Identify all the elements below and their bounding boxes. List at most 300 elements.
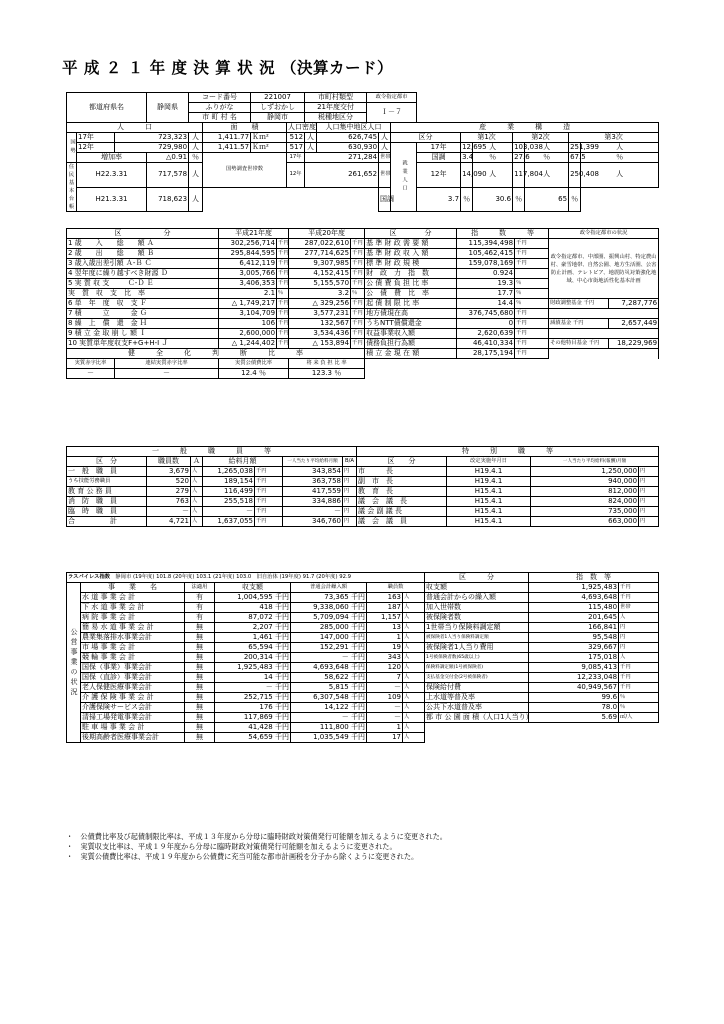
pub-r-label: 被保険者1人当り保険料調定額 — [426, 635, 489, 640]
fin-right-value: 0.924 — [493, 269, 514, 277]
pub-law: 有 — [196, 603, 203, 611]
unit: 円 — [344, 508, 350, 514]
unit-cell — [191, 507, 203, 517]
pub-name-cell — [81, 713, 185, 723]
unit: 千円 — [275, 713, 289, 721]
k-val: 123.3 — [311, 369, 332, 377]
fin-21-cell — [219, 319, 277, 329]
fin-right-label: うちNTT債償還金 — [366, 319, 422, 327]
pub-rev-cell — [215, 653, 291, 663]
unit: 千円 — [278, 280, 289, 286]
fin-20-cell — [289, 269, 351, 279]
unit-cell — [277, 329, 289, 339]
industry-header: 産 業 構 造 — [391, 123, 659, 133]
unit-cell — [351, 319, 365, 329]
unit: 円 — [620, 624, 626, 630]
unit: 千円 — [351, 733, 365, 741]
unit: 円 — [640, 468, 646, 474]
sp-label-cell — [357, 517, 447, 527]
staff-s-cell — [203, 507, 255, 517]
group-header: 政令指定都市の状況 — [549, 229, 659, 239]
unit: 円 — [640, 518, 646, 524]
staff-p: 346,760 — [312, 517, 341, 525]
pub-tr: 5,815 — [328, 683, 349, 691]
pub-r-label-cell — [425, 693, 529, 703]
fin-20: △ 153,894 — [312, 339, 350, 347]
fin-21: 3,406,353 — [239, 279, 276, 287]
pub-tr-cell — [291, 613, 367, 623]
fin-21: 302,256,714 — [230, 239, 276, 247]
unit-cell — [515, 249, 549, 259]
unit-cell — [343, 517, 357, 527]
staff-n-cell — [147, 477, 191, 487]
staff-p-cell — [283, 467, 343, 477]
fund-value-cell — [609, 319, 659, 329]
pub-r-label: 収支額 — [426, 583, 448, 591]
unit: 人 — [305, 143, 317, 153]
fund-value: 18,229,969 — [616, 339, 658, 347]
fin-right-value-cell — [457, 329, 515, 339]
fin-right-value: 28,175,194 — [472, 349, 514, 357]
ind-v3: 67.5 — [570, 153, 586, 161]
unit: 千円 — [275, 623, 289, 631]
pub-st-cell — [367, 663, 403, 673]
special-header: 特 別 職 等 — [357, 447, 659, 457]
fund-label-cell — [549, 339, 609, 349]
pub-rev: 117,869 — [243, 713, 273, 721]
pub-r-label: 上水道等普及率 — [426, 693, 476, 701]
unit: 人 — [404, 674, 410, 680]
fin-21-cell — [219, 289, 277, 299]
fund-value: 7,287,776 — [621, 299, 658, 307]
pub-tr-cell — [291, 673, 367, 683]
staff-label: 一 般 職 員 — [68, 467, 117, 475]
pub-law: 有 — [196, 613, 203, 621]
fin-right-label: 収益事業収入額 — [366, 329, 416, 337]
empty — [365, 359, 659, 369]
pub-st-cell — [367, 593, 403, 603]
unit-cell — [277, 339, 289, 349]
fund-label: その他特目基金 — [550, 340, 588, 346]
unit-cell — [277, 279, 289, 289]
unit: 千円 — [516, 240, 527, 246]
unit-cell — [255, 477, 283, 487]
pub-law: 無 — [196, 623, 203, 631]
fin-label: 7 積 立 金 Ｇ — [68, 309, 147, 317]
fin-right-value: 17.7 — [497, 289, 514, 297]
pub-r-label: 普通会計からの繰入額 — [426, 593, 497, 601]
ind-v3: 250,408 — [569, 163, 581, 188]
pop-year: 17年 — [77, 133, 115, 143]
fin-label: 6 単 年 度 収 支 Ｆ — [68, 299, 147, 307]
jumin-date: H22.3.31 — [77, 163, 147, 188]
pub-r-value: 166,841 — [588, 623, 618, 631]
unit-cell — [191, 497, 203, 507]
fin-right-value: 14.4 — [497, 299, 514, 307]
las-label: ラスパイレス指数 — [68, 574, 111, 580]
pub-rev: 87,072 — [248, 613, 273, 621]
unit: ％ — [516, 280, 522, 286]
header-table — [66, 92, 659, 212]
staff-p: 363,758 — [312, 477, 341, 485]
unit: 人 — [473, 163, 513, 188]
unit: ％ — [620, 704, 626, 710]
unit: 千円 — [256, 478, 267, 484]
unit: Ｋｍ² — [251, 133, 287, 143]
fin-20-cell — [289, 289, 351, 299]
unit-cell — [351, 289, 365, 299]
zei-label: 税種地区分 — [305, 113, 367, 123]
pop-value: 723,323 — [115, 133, 189, 143]
unit: 千円 — [352, 330, 363, 336]
pub-rev-cell — [215, 633, 291, 643]
unit-cell — [403, 633, 425, 643]
fin-20: 3,534,436 — [313, 329, 350, 337]
pub-tr: 4,693,648 — [313, 663, 349, 671]
fin-20: 9,307,985 — [313, 259, 350, 267]
pub-r-label-cell — [425, 593, 529, 603]
staff-n-cell — [147, 507, 191, 517]
staff-s-cell — [203, 477, 255, 487]
fin-row-label — [67, 289, 219, 299]
pub-st: － — [394, 683, 401, 691]
ind-h3: 第3次 — [569, 133, 659, 143]
fin-21: 6,412,119 — [239, 259, 276, 267]
fin-21: 3,005,766 — [239, 269, 276, 277]
unit-cell — [351, 279, 365, 289]
pub-name: 後期高齢者医療事業会計 — [82, 733, 159, 741]
empty — [549, 329, 659, 339]
pub-tr: 285,000 — [319, 623, 349, 631]
pub-st: 343 — [387, 653, 401, 661]
unit: 千円 — [275, 683, 289, 691]
unit: 千円 — [275, 703, 289, 711]
fin-right-value: 115,394,498 — [468, 239, 514, 247]
furigana-value: しずおかし — [251, 103, 305, 113]
pub-r-value-cell — [529, 653, 619, 663]
fin-right-label: 標 準 財 政 規 模 — [366, 259, 420, 267]
pub-name: 競 輪 事 業 会 計 — [82, 653, 136, 661]
unit: 円 — [344, 488, 350, 494]
fund-value-cell — [609, 299, 659, 309]
unit: 人 — [404, 734, 410, 740]
pub-r-value: 78.0 — [601, 703, 618, 711]
unit-cell — [277, 259, 289, 269]
pub-tr: 152,291 — [319, 643, 349, 651]
pop-year: 12年 — [77, 143, 115, 153]
sp-label-cell — [357, 467, 447, 477]
page-title: 平 成 ２ １ 年 度 決 算 状 況 （決算カード） — [62, 59, 393, 77]
pub-rev: 2,207 — [252, 623, 273, 631]
pub-tr-cell — [291, 603, 367, 613]
pub-r-value: 1,925,483 — [581, 583, 618, 591]
unit-cell — [351, 329, 365, 339]
pub-rev-cell — [215, 733, 291, 743]
unit-cell — [639, 487, 659, 497]
pub-r-value: 4,693,648 — [581, 593, 618, 601]
h: 事 業 名 — [108, 583, 157, 591]
did-value: 630,930 — [317, 143, 379, 153]
unit: ％ — [620, 694, 626, 700]
pub-right-header2: 指 数 等 — [529, 573, 659, 583]
unit-cell — [403, 623, 425, 633]
unit: ％ — [569, 187, 581, 212]
density-header: 人口密度 — [288, 123, 317, 131]
pub-rev: 41,428 — [248, 723, 273, 731]
pub-h — [81, 583, 185, 593]
unit-cell — [351, 299, 365, 309]
pub-st: 19 — [392, 643, 401, 651]
fin-right-label-cell — [365, 239, 457, 249]
fin-21-cell — [219, 299, 277, 309]
fin-21-cell — [219, 329, 277, 339]
fin-20-cell — [289, 329, 351, 339]
pub-law-cell — [185, 713, 215, 723]
note: ・ 実質公債費比率は、平成１９年度から公債費に充当可能な都市計画税を分子から除くように変更された。 — [66, 852, 419, 861]
ind-year: 国調 — [417, 153, 461, 163]
sp-date: H15.4.1 — [474, 497, 503, 505]
pub-st: 187 — [387, 603, 401, 611]
unit: ％ — [473, 153, 513, 163]
unit-cell — [343, 497, 357, 507]
pub-r-label: 加入世帯数 — [426, 603, 462, 611]
sp-date: H19.4.1 — [474, 477, 503, 485]
pub-tr: 1,035,549 — [313, 733, 349, 741]
unit: 人 — [404, 634, 410, 640]
ind-h1: 第1次 — [461, 133, 513, 143]
pub-name-cell — [81, 603, 185, 613]
sp-date: H15.4.1 — [474, 517, 503, 525]
unit: 人 — [581, 143, 659, 153]
pub-name: 簡 易 水 道 事 業 会 計 — [82, 623, 154, 631]
pub-h — [185, 583, 215, 593]
staff-n-cell — [147, 487, 191, 497]
fin-row-label — [67, 319, 219, 329]
fin-right-label-cell — [365, 319, 457, 329]
unit: 千円 — [516, 330, 527, 336]
pub-st: 120 — [387, 663, 401, 671]
unit: 千円 — [352, 310, 363, 316]
sp-value: 1,250,000 — [601, 467, 638, 475]
fin-21-cell — [219, 279, 277, 289]
staff-ba: B/A — [343, 457, 357, 467]
unit-cell — [403, 733, 425, 743]
unit-cell — [351, 339, 365, 349]
pub-r-value: 5.69 — [601, 713, 618, 721]
pub-r-value-cell — [529, 703, 619, 713]
unit: 千円 — [256, 468, 267, 474]
rate-label: 増加率 — [77, 153, 147, 163]
unit: 人 — [192, 488, 198, 494]
pub-rev-cell — [215, 683, 291, 693]
sp-value-cell — [531, 517, 639, 527]
k-val: － — [87, 369, 94, 377]
pub-law-cell — [185, 593, 215, 603]
pub-side: 公営事業の状況 — [70, 627, 78, 698]
k-cell — [219, 359, 289, 369]
fin-right-value-cell — [457, 239, 515, 249]
pub-rev: 418 — [259, 603, 273, 611]
name-label: 市 町 村 名 — [189, 113, 251, 123]
staff-p: 334,886 — [312, 497, 341, 505]
sp-ku: 区 分 — [357, 457, 447, 467]
pub-r-value: 201,645 — [588, 613, 618, 621]
pub-r-label-cell — [425, 583, 529, 593]
pub-r-label-cell — [425, 603, 529, 613]
unit-cell — [619, 593, 659, 603]
pub-r-label-cell — [425, 663, 529, 673]
sp-date: H15.4.1 — [474, 487, 503, 495]
fin-21: 106 — [261, 319, 276, 327]
unit-cell — [191, 517, 203, 527]
pub-tr-cell — [291, 713, 367, 723]
pub-st: － — [394, 703, 401, 711]
sp-value-cell — [531, 477, 639, 487]
density-value: 517 — [287, 143, 305, 153]
unit: 円 — [640, 488, 646, 494]
unit-cell — [619, 633, 659, 643]
h: 普通会計繰入額 — [309, 584, 348, 590]
pub-rev-cell — [215, 723, 291, 733]
k-val: 12.4 — [241, 369, 257, 377]
unit: 人 — [189, 143, 203, 153]
unit: 人 — [404, 624, 410, 630]
fin-right-label-cell — [365, 249, 457, 259]
pub-r-label: 公共下水道普及率 — [426, 703, 483, 711]
unit-cell — [619, 603, 659, 613]
unit: 千円 — [278, 340, 289, 346]
fin-right-label-cell — [365, 339, 457, 349]
unit: 人 — [404, 614, 410, 620]
fin-right-label-cell — [365, 259, 457, 269]
unit-cell — [277, 249, 289, 259]
fin-right-value-cell — [457, 339, 515, 349]
sp-label: 議 会 副 議 長 — [358, 507, 402, 515]
setai-year: 17年 — [287, 153, 305, 163]
fin-20: 287,022,610 — [304, 239, 350, 247]
staff-table — [66, 446, 659, 527]
pub-tr: 14,122 — [324, 703, 349, 711]
unit: 千円 — [516, 260, 527, 266]
pub-st-cell — [367, 643, 403, 653]
sp-date-cell — [447, 507, 531, 517]
pub-tr-cell — [291, 693, 367, 703]
staff-label-cell — [67, 467, 147, 477]
pub-law: 無 — [196, 653, 203, 661]
fin-right-value: 105,462,415 — [468, 249, 514, 257]
pub-st-cell — [367, 733, 403, 743]
unit-cell — [619, 623, 659, 633]
unit-cell — [619, 673, 659, 683]
rate-value: △0.91 — [147, 153, 189, 163]
kofu-label: 21年度交付 — [305, 103, 367, 113]
staff-sal-header: 給料月額 — [203, 457, 283, 467]
unit: 千円 — [351, 593, 365, 601]
staff-p-cell — [283, 497, 343, 507]
fin-right-value-cell — [457, 349, 515, 359]
density-value: 512 — [287, 133, 305, 143]
unit: 千円 — [275, 723, 289, 731]
staff-p-cell — [283, 487, 343, 497]
unit: 人 — [404, 654, 410, 660]
staff-n: 520 — [175, 477, 189, 485]
fin-idx-header: 指 数 等 — [457, 229, 549, 239]
code-label: コード番号 — [189, 93, 251, 103]
fin-row-label — [67, 279, 219, 289]
fin-21-cell — [219, 309, 277, 319]
pub-rev-cell — [215, 603, 291, 613]
unit-cell — [403, 593, 425, 603]
unit: 千円 — [275, 693, 289, 701]
unit-cell — [403, 693, 425, 703]
fin-right-value: 46,410,334 — [472, 339, 514, 347]
fund-label-cell — [549, 319, 609, 329]
staff-p: － — [334, 507, 341, 515]
furigana-label: ふりがな — [189, 103, 251, 113]
unit: 千円 — [278, 260, 289, 266]
unit: 世帯 — [379, 153, 391, 163]
did-header: 人口集中地区人口 — [317, 123, 391, 133]
ind-year: 12年 — [417, 163, 461, 188]
unit: 円 — [640, 498, 646, 504]
unit: 人 — [379, 133, 391, 143]
k-val-cell — [289, 369, 365, 379]
unit: 千円 — [275, 613, 289, 621]
staff-label-cell — [67, 477, 147, 487]
unit-cell — [639, 497, 659, 507]
pub-law: 無 — [196, 723, 203, 731]
pub-r-value: 12,233,048 — [576, 673, 618, 681]
fin-row-label — [67, 299, 219, 309]
unit-cell — [343, 477, 357, 487]
pub-rev-cell — [215, 693, 291, 703]
staff-n-cell — [147, 497, 191, 507]
ind-v1: 14,090 — [461, 163, 473, 188]
staff-label: 合 計 — [68, 517, 117, 525]
pub-tr: 5,709,094 — [313, 613, 349, 621]
staff-n: 3,679 — [168, 467, 189, 475]
unit-cell — [343, 507, 357, 517]
pub-r-value: 40,949,567 — [576, 683, 618, 691]
pub-right-header: 区 分 — [425, 573, 529, 583]
empty — [425, 723, 659, 733]
las-line1: 静岡市 (19年度) 101.8 (20年度) 103.1 (21年度) 103.0 — [115, 574, 252, 580]
fin-right-label-cell — [365, 269, 457, 279]
unit-cell — [351, 309, 365, 319]
ind-year: 17年 — [417, 143, 461, 153]
fin-right-label: 財 政 力 指 数 — [366, 269, 430, 277]
fin-right-value: 376,745,680 — [468, 309, 514, 317]
pub-rev: 1,925,483 — [237, 663, 273, 671]
staff-label-cell — [67, 507, 147, 517]
fin-20-cell — [289, 239, 351, 249]
fin-right-label-cell — [365, 329, 457, 339]
unit: 千円 — [351, 693, 365, 701]
staff-n-header: 職員数 — [147, 457, 191, 467]
pub-law-cell — [185, 623, 215, 633]
sp-date-cell — [447, 497, 531, 507]
pub-tr-cell — [291, 703, 367, 713]
staff-p-cell — [283, 517, 343, 527]
unit: 人 — [473, 143, 513, 153]
pub-st-cell — [367, 623, 403, 633]
fin-right-value-cell — [457, 259, 515, 269]
pub-tr-cell — [291, 653, 367, 663]
pub-st-cell — [367, 633, 403, 643]
pub-law-cell — [185, 643, 215, 653]
fin-h21: 平成21年度 — [219, 229, 289, 239]
unit: 千円 — [351, 703, 365, 711]
